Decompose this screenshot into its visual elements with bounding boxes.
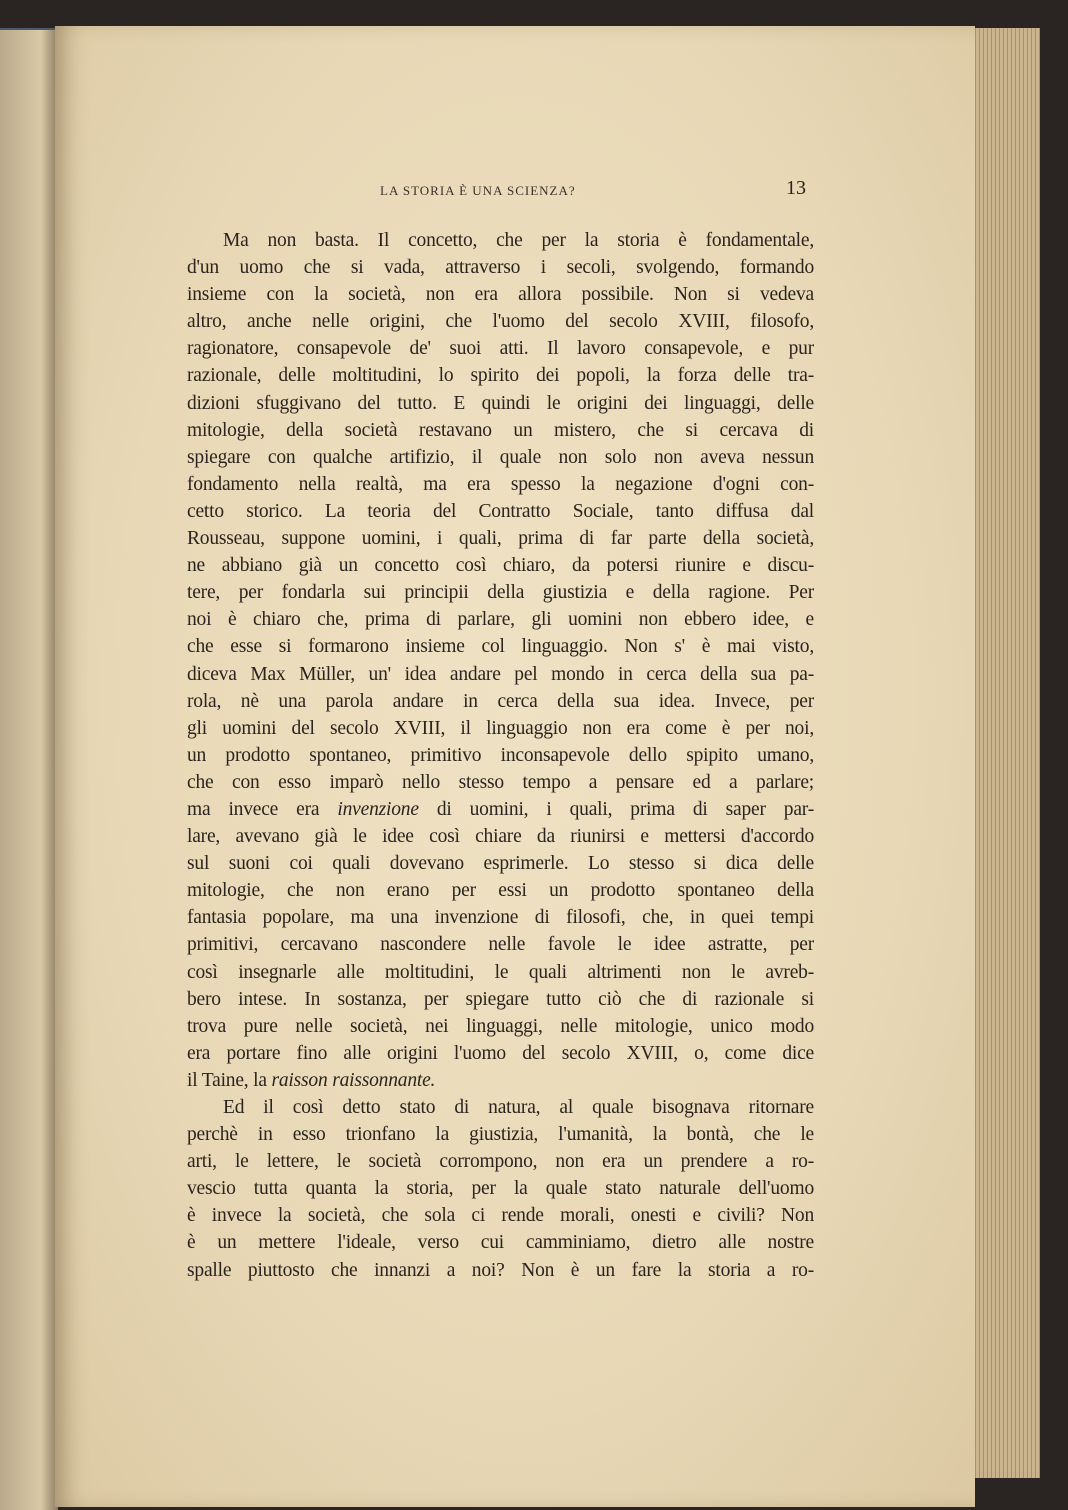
text-segment: fondamento nella realtà, ma era spesso la negazione d'ogni con- bbox=[187, 473, 814, 495]
book-page bbox=[55, 26, 975, 1507]
text-line bbox=[187, 362, 814, 389]
running-title: LA STORIA È UNA SCIENZA? bbox=[380, 183, 576, 198]
text-line bbox=[187, 552, 814, 579]
text-segment: diceva Max Müller, un' idea andare pel mondo in cerca della sua pa- bbox=[187, 663, 814, 685]
text-line bbox=[187, 335, 814, 362]
italic-text: invenzione bbox=[337, 798, 419, 820]
text-line bbox=[187, 1148, 814, 1175]
text-line bbox=[187, 769, 814, 796]
text-segment: dizioni sfuggivano del tutto. E quindi le origini dei linguaggi, delle bbox=[187, 392, 814, 414]
text-line bbox=[187, 661, 814, 688]
text-line bbox=[187, 1013, 814, 1040]
text-segment: rola, nè una parola andare in cerca della sua idea. Invece, per bbox=[187, 690, 814, 712]
text-segment: perchè in esso trionfano la giustizia, l'umanità, la bontà, che le bbox=[187, 1124, 814, 1146]
text-line bbox=[187, 904, 814, 931]
text-line bbox=[187, 390, 814, 417]
text-line bbox=[187, 715, 814, 742]
text-segment: arti, le lettere, le società corrompono, non era un prendere a ro- bbox=[187, 1151, 814, 1173]
text-segment: lare, avevano già le idee così chiare da riunirsi e mettersi d'accordo bbox=[187, 826, 814, 848]
text-line bbox=[187, 959, 814, 986]
text-line bbox=[187, 417, 814, 444]
text-segment: mitologie, che non erano per essi un prodotto spontaneo della bbox=[187, 880, 814, 902]
text-line bbox=[187, 579, 814, 606]
text-line bbox=[187, 1094, 814, 1121]
text-segment: trova pure nelle società, nei linguaggi, nelle mitologie, unico modo bbox=[187, 1015, 814, 1037]
text-line bbox=[187, 254, 814, 281]
text-segment: insieme con la società, non era allora possibile. Non si vedeva bbox=[187, 284, 814, 306]
text-segment: ragionatore, consapevole de' suoi atti. Il lavoro consapevole, e pur bbox=[187, 338, 814, 360]
page-number: 13 bbox=[786, 177, 806, 199]
text-segment: il Taine, la bbox=[187, 1069, 272, 1091]
italic-text: raisson raissonnante. bbox=[271, 1069, 436, 1091]
text-line bbox=[187, 633, 814, 660]
text-segment: gli uomini del secolo XVIII, il linguaggio non era come è per noi, bbox=[187, 717, 814, 739]
text-line bbox=[187, 498, 814, 525]
text-line bbox=[187, 1121, 814, 1148]
text-segment: razionale, delle moltitudini, lo spirito dei popoli, la forza delle tra- bbox=[187, 365, 814, 387]
text-segment: così insegnarle alle moltitudini, le quali altrimenti non le avreb- bbox=[187, 961, 814, 983]
text-segment: ne abbiano già un concetto così chiaro, da potersi riunire e discu- bbox=[187, 555, 814, 577]
text-segment: Ma non basta. Il concetto, che per la storia è fondamentale, bbox=[223, 230, 814, 251]
text-line bbox=[187, 471, 814, 498]
text-segment: un prodotto spontaneo, primitivo inconsapevole dello spipito umano, bbox=[187, 744, 814, 766]
text-segment: spalle piuttosto che innanzi a noi? Non è un fare la storia a ro- bbox=[187, 1259, 814, 1281]
text-segment: primitivi, cercavano nascondere nelle favole le idee astratte, per bbox=[187, 934, 814, 956]
text-line bbox=[187, 525, 814, 552]
text-segment: Rousseau, suppone uomini, i quali, prima di far parte della società, bbox=[187, 528, 814, 550]
text-line bbox=[187, 1067, 814, 1094]
text-line bbox=[187, 1175, 814, 1202]
text-segment: noi è chiaro che, prima di parlare, gli uomini non ebbero idee, e bbox=[187, 609, 814, 631]
text-line bbox=[187, 1257, 814, 1284]
text-line bbox=[187, 688, 814, 715]
text-segment: mitologie, della società restavano un mistero, che si cercava di bbox=[187, 419, 814, 441]
text-line bbox=[187, 1202, 814, 1229]
text-segment: ma invece era bbox=[187, 798, 338, 820]
text-segment: spiegare con qualche artifizio, il quale non solo non aveva nessun bbox=[187, 446, 814, 468]
text-segment: è invece la società, che sola ci rende morali, onesti e civili? Non bbox=[187, 1205, 814, 1227]
text-line bbox=[187, 308, 814, 335]
text-line bbox=[187, 931, 814, 958]
text-line bbox=[187, 823, 814, 850]
text-line bbox=[187, 742, 814, 769]
text-line bbox=[187, 1040, 814, 1067]
text-segment: sul suoni coi quali dovevano esprimerle. Lo stesso si dica delle bbox=[187, 853, 814, 875]
text-segment: è un mettere l'ideale, verso cui camminiamo, dietro alle nostre bbox=[187, 1232, 814, 1254]
text-line bbox=[187, 1229, 814, 1256]
text-line bbox=[187, 877, 814, 904]
text-segment: fantasia popolare, ma una invenzione di filosofi, che, in quei tempi bbox=[187, 907, 814, 929]
text-line bbox=[187, 850, 814, 877]
text-line bbox=[187, 444, 814, 471]
text-segment: che esse si formarono insieme col linguaggio. Non s' è mai visto, bbox=[187, 636, 814, 658]
body-text bbox=[187, 227, 814, 1284]
text-line bbox=[187, 606, 814, 633]
text-segment: che con esso imparò nello stesso tempo a pensare ed a parlare; bbox=[187, 771, 814, 793]
text-segment: era portare fino alle origini l'uomo del secolo XVIII, o, come dice bbox=[187, 1042, 814, 1064]
text-segment: altro, anche nelle origini, che l'uomo del secolo XVIII, filosofo, bbox=[187, 311, 814, 333]
text-line bbox=[187, 796, 814, 823]
text-line bbox=[187, 227, 814, 254]
text-segment: cetto storico. La teoria del Contratto Sociale, tanto diffusa dal bbox=[187, 500, 814, 522]
text-segment: di uomini, i quali, prima di saper par- bbox=[418, 798, 814, 820]
facing-page-edge bbox=[0, 30, 58, 1510]
text-segment: bero intese. In sostanza, per spiegare tutto ciò che di razionale si bbox=[187, 988, 814, 1010]
text-segment: Ed il così detto stato di natura, al quale bisognava ritornare bbox=[223, 1097, 814, 1118]
text-segment: vescio tutta quanta la storia, per la quale stato naturale dell'uomo bbox=[187, 1178, 814, 1200]
text-segment: d'un uomo che si vada, attraverso i secoli, svolgendo, formando bbox=[187, 257, 814, 279]
text-segment: tere, per fondarla sui principii della giustizia e della ragione. Per bbox=[187, 582, 814, 604]
text-line bbox=[187, 281, 814, 308]
page-header bbox=[55, 177, 975, 203]
text-line bbox=[187, 986, 814, 1013]
